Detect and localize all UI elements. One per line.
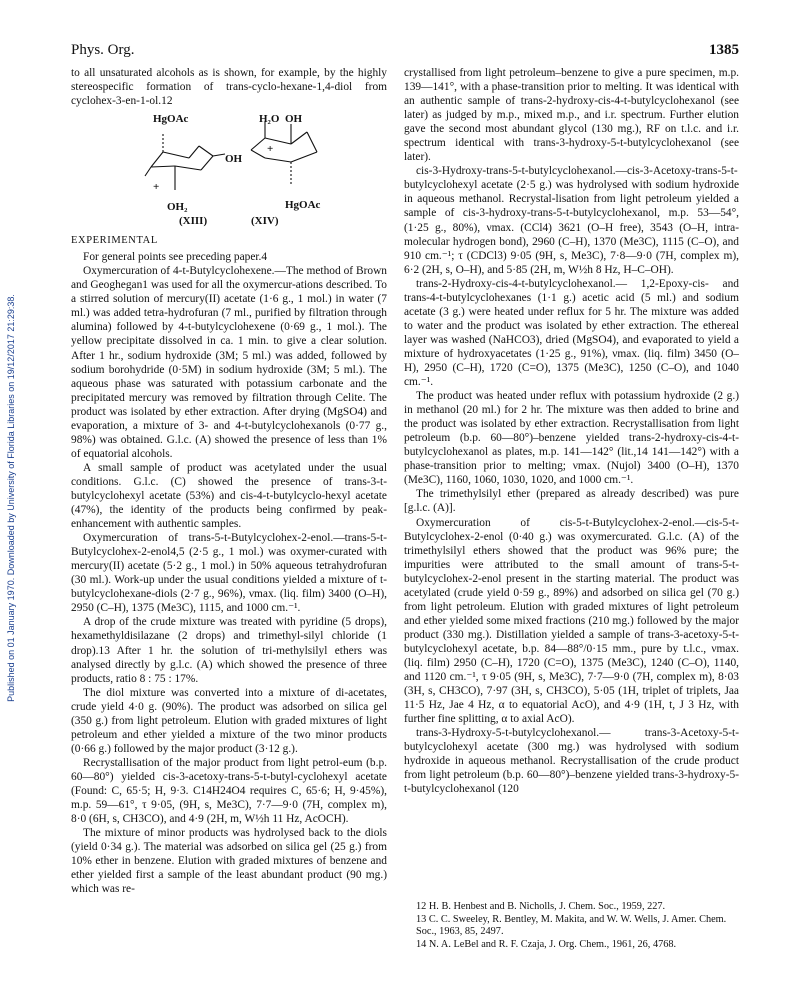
body-paragraph: Recrystallisation of the major product from light petrol-eum (b.p. 60—80°) yielded cis-3-acetoxy-trans-5-t-butyl-cyclohexyl acetate (Found: C, 65·5; H, 9·3. C14H24O4 requires C, 65·6; H, 9·45%), m.p. 59—61°, τ 9·05, (9H, s, Me3C), 7·7—9·0 (7H, complex m), 8·0 (6H, s, CH3CO), and 4·9 (2H, m, W½h 11 Hz, AcOCH).: [71, 756, 387, 826]
body-paragraph: A drop of the crude mixture was treated with pyridine (5 drops), hexamethyldisilazane (2 drops) and trimethyl-silyl chloride (1 drop).13 After 1 hr. the solution of tri-methylsilyl ethers was analysed directly by g.l.c. (A) which showed the presence of three products, ratio 8 : 75 : 17%.: [71, 616, 387, 685]
caption-xiii: (XIII): [179, 215, 208, 228]
label-plus-left: +: [153, 181, 160, 194]
body-paragraph: The trimethylsilyl ether (prepared as already described) was pure [g.l.c. (A)].: [404, 488, 739, 515]
right-column: [404, 66, 739, 796]
label-oh-right: OH: [285, 113, 303, 126]
body-paragraph: The product was heated under reflux with potassium hydroxide (2 g.) in methanol (20 ml.) for 2 hr. The mixture was then added to brine and the product was isolated by ether extraction. Recrystallisation from light petroleum (b.p. 60—80°)–benzene yielded trans-2-hydroxy-cis-4-t-butylcyclohexanol as plates, m.p. 141—142° (lit.,14 141—142°) with a phase-transition prior to melting; νmax. (Nujol) 3400 (O–H), 1370 (Me3C), 1160, 1060, 1030, 1020, and 1000 cm.⁻¹.: [404, 390, 739, 487]
body-paragraph: cis-3-Hydroxy-trans-5-t-butylcyclohexanol.—cis-3-Acetoxy-trans-5-t-butylcyclohexyl acetate (2·5 g.) was hydrolysed with sodium hydroxide in aqueous methanol. Recrystal-lisation from light petroleum yielded a sample of cis-3-hydroxy-trans-5-t-butylcyclohexanol, m.p. 53—54°, (1·25 g., 80%), νmax. (CCl4) 3621 (O–H free), 3543 (O–H, intra-molecular hydrogen bond), 2960 (C–H), 1370 (Me3C), 1115 (C–O), and 910 cm.⁻¹; τ (CDCl3) 9·05 (9H, s, Me3C), 7·8—9·0 (7H, complex m), 6·2 (2H, s, O–H), and 5·85 (2H, m, W½h 8 Hz, H–C–OH).: [404, 165, 739, 276]
footnote: 12 H. B. Henbest and B. Nicholls, J. Chem. Soc., 1959, 227.: [416, 901, 666, 912]
footnote: 14 N. A. LeBel and R. F. Czaja, J. Org. Chem., 1961, 26, 4768.: [416, 938, 677, 950]
intro-paragraph: to all unsaturated alcohols as is shown, for example, by the highly stereospecific formation of trans-cyclo-hexane-1,4-diol from cyclohex-3-en-1-ol.12: [71, 67, 387, 108]
caption-xiv: (XIV): [251, 215, 279, 228]
label-hgoac-bottom: HgOAc: [285, 199, 321, 212]
label-oh2: OH₂: [167, 201, 188, 214]
structure-figure: [71, 112, 387, 228]
body-paragraph: crystallised from light petroleum–benzene to give a pure specimen, m.p. 139—141°, with a phase-transition prior to melting. It was identical with an authentic sample of trans-2-hydroxy-cis-4-t-butylcyclohexanol (see later) as judged by m.p., mixed m.p., and i.r. spectrum. Further elution gave the second most abundant glycol (130 mg.), RF on t.l.c. and i.r. spectrum identical with trans-3-hydroxy-5-t-butylcyclohexanol (see later).: [404, 67, 739, 164]
journal-title: Phys. Org.: [71, 42, 135, 58]
section-heading: EXPERIMENTAL: [71, 235, 158, 247]
body-paragraph: Oxymercuration of cis-5-t-Butylcyclohex-2-enol.—cis-5-t-Butylcyclohex-2-enol (0·40 g.) was oxymercurated. G.l.c. (A) of the trimethylsilyl ethers showed that the product was 96% pure; the impurities were attributed to the small amount of trans-5-t-butylcyclohex-2-enol present in the starting material. The product was acetylated (crude yield 0·59 g., 89%) and adsorbed on silica gel (70 g.) from light petroleum. Elution with graded mixtures of light petroleum and ether yielded some mixed fractions (210 mg.) followed by the major product (330 mg.). Distillation yielded a sample of trans-3-acetoxy-5-t-butylcyclohexyl acetate, b.p. 84—88°/0·15 mm., pure by t.l.c., νmax. (liq. film) 2950 (C–H), 1720 (C=O), 1375 (Me3C), 1240 (C–O), 1140, and 1120 cm.⁻¹, τ 9·05 (9H, s, Me3C), 7·7—9·0 (7H, complex m), 8·03 (3H, s, CH3CO), 7·97 (3H, s, CH3CO), 5·05 (1H, triplet of triplets, Jaa 11·5 Hz, Jae 4 Hz, α to equatorial AcO), and 4·9 (1H, t, J 3 Hz, with further fine splitting, α to axial AcO).: [404, 516, 739, 726]
body-paragraph: trans-3-Hydroxy-5-t-butylcyclohexanol.— trans-3-Acetoxy-5-t-butylcyclohexyl acetate (300 mg.) was hydrolysed with sodium hydroxide in aqueous methanol. Recrystallisation of the crude product from light petroleum (b.p. 60—80°)–benzene yielded trans-3-hydroxy-5-t-butylcyclohexanol (120: [404, 727, 739, 796]
label-oh-left: OH: [225, 153, 243, 166]
footnotes: [404, 901, 739, 951]
body-paragraph: trans-2-Hydroxy-cis-4-t-butylcyclohexanol.— 1,2-Epoxy-cis- and trans-4-t-butylcyclohexanes (1·1 g.) acetic acid (5 ml.) and sodium acetate (3 g.) were heated under reflux for 5 hr. The mixture was added to water and the product was isolated by ether extraction. The ethereal layer was washed (NaHCO3), dried (MgSO4), and evaporated to yield a mixture of hydroxyacetates (1·25 g., 91%), νmax. (liq. film) 3450 (O–H), 2950 (C–H), 1720 (C=O), 1375 (Me3C), 1250 (C–O), and 1040 cm.⁻¹.: [404, 277, 739, 389]
watermark-text: Published on 01 January 1970. Downloaded by University of Florida Libraries on 19/12/2017 21:29:38.: [6, 294, 16, 702]
label-hgoac-top: HgOAc: [153, 113, 189, 126]
download-watermark: [4, 150, 18, 850]
body-paragraph: The mixture of minor products was hydrolysed back to the diols (yield 0·34 g.). The material was adsorbed on silica gel (25 g.) from 10% ether in benzene. Elution with graded mixtures of benzene and ether yielded first a sample of the least abundant product (90 mg.) which was re-: [71, 827, 387, 896]
footnote: 13 C. C. Sweeley, R. Bentley, M. Makita, and W. W. Wells, J. Amer. Chem. Soc., 1963, 85, 2497.: [416, 913, 727, 938]
page-header: [71, 42, 739, 62]
page-number: 1385: [709, 42, 739, 58]
structure-xiv: [251, 122, 317, 186]
left-column: [71, 66, 387, 896]
body-paragraph: Oxymercuration of trans-5-t-Butylcyclohex-2-enol.—trans-5-t-Butylcyclohex-2-enol4,5 (2·5 g., 1 mol.) was oxymer-curated with mercury(II) acetate (5·2 g., 1 mol.) in 50% aqueous tetrahydrofuran (30 ml.). Work-up under the usual conditions yielded a mixture of t-butylcyclohexane-diols (2·7 g., 96%), νmax. (liq. film) 3400 (O–H), 2950 (C–H), 1375 (Me3C), 1115, and 1000 cm.⁻¹.: [71, 532, 387, 615]
body-paragraph: Oxymercuration of 4-t-Butylcyclohexene.—The method of Brown and Geoghegan1 was used for all the oxymercur-ations described. To a stirred solution of mercury(II) acetate (1·6 g., 1 mol.) in water (7 ml.) was added tetra-hydrofuran (7 ml., purified by filtration through alumina) followed by 4-t-butylcyclohexene (0·69 g., 1 mol.). The yellow precipitate dissolved in ca. 1 min. to give a clear solution. After 1 hr., sodium hydroxide (3M; 5 ml.) was added, followed by sodium borohydride (0·5M) in sodium hydroxide (3M; 5 ml.). The aqueous phase was saturated with potassium carbonate and the precipitated mercury was removed by filtration through Celite. The product was isolated by ether extraction. After drying (MgSO4) and evaporation, a mixture of 3- and 4-t-butylcyclohexanols (0·77 g., 98%) was obtained. G.l.c. (A) showed the presence of less than 1% of equatorial alcohols.: [71, 265, 387, 460]
label-h2o: H₂O: [259, 113, 280, 126]
body-paragraph: The diol mixture was converted into a mixture of di-acetates, crude yield 4·0 g. (90%). The product was adsorbed on silica gel (350 g.) from light petroleum. Elution with graded mixtures of light petroleum and ether yielded a mixture of the two minor products (0·66 g.) followed by the major product (3·12 g.).: [71, 686, 387, 755]
body-paragraph: A small sample of product was acetylated under the usual conditions. G.l.c. (C) showed the presence of trans-3-t-butylcyclohexyl acetate (53%) and cis-4-t-butylcyclo-hexyl acetate (47%), the identity of the products being confirmed by peak-enhancement with authentic samples.: [71, 461, 387, 531]
body-paragraph: For general points see preceding paper.4: [83, 251, 268, 264]
label-plus-right: +: [267, 143, 274, 156]
